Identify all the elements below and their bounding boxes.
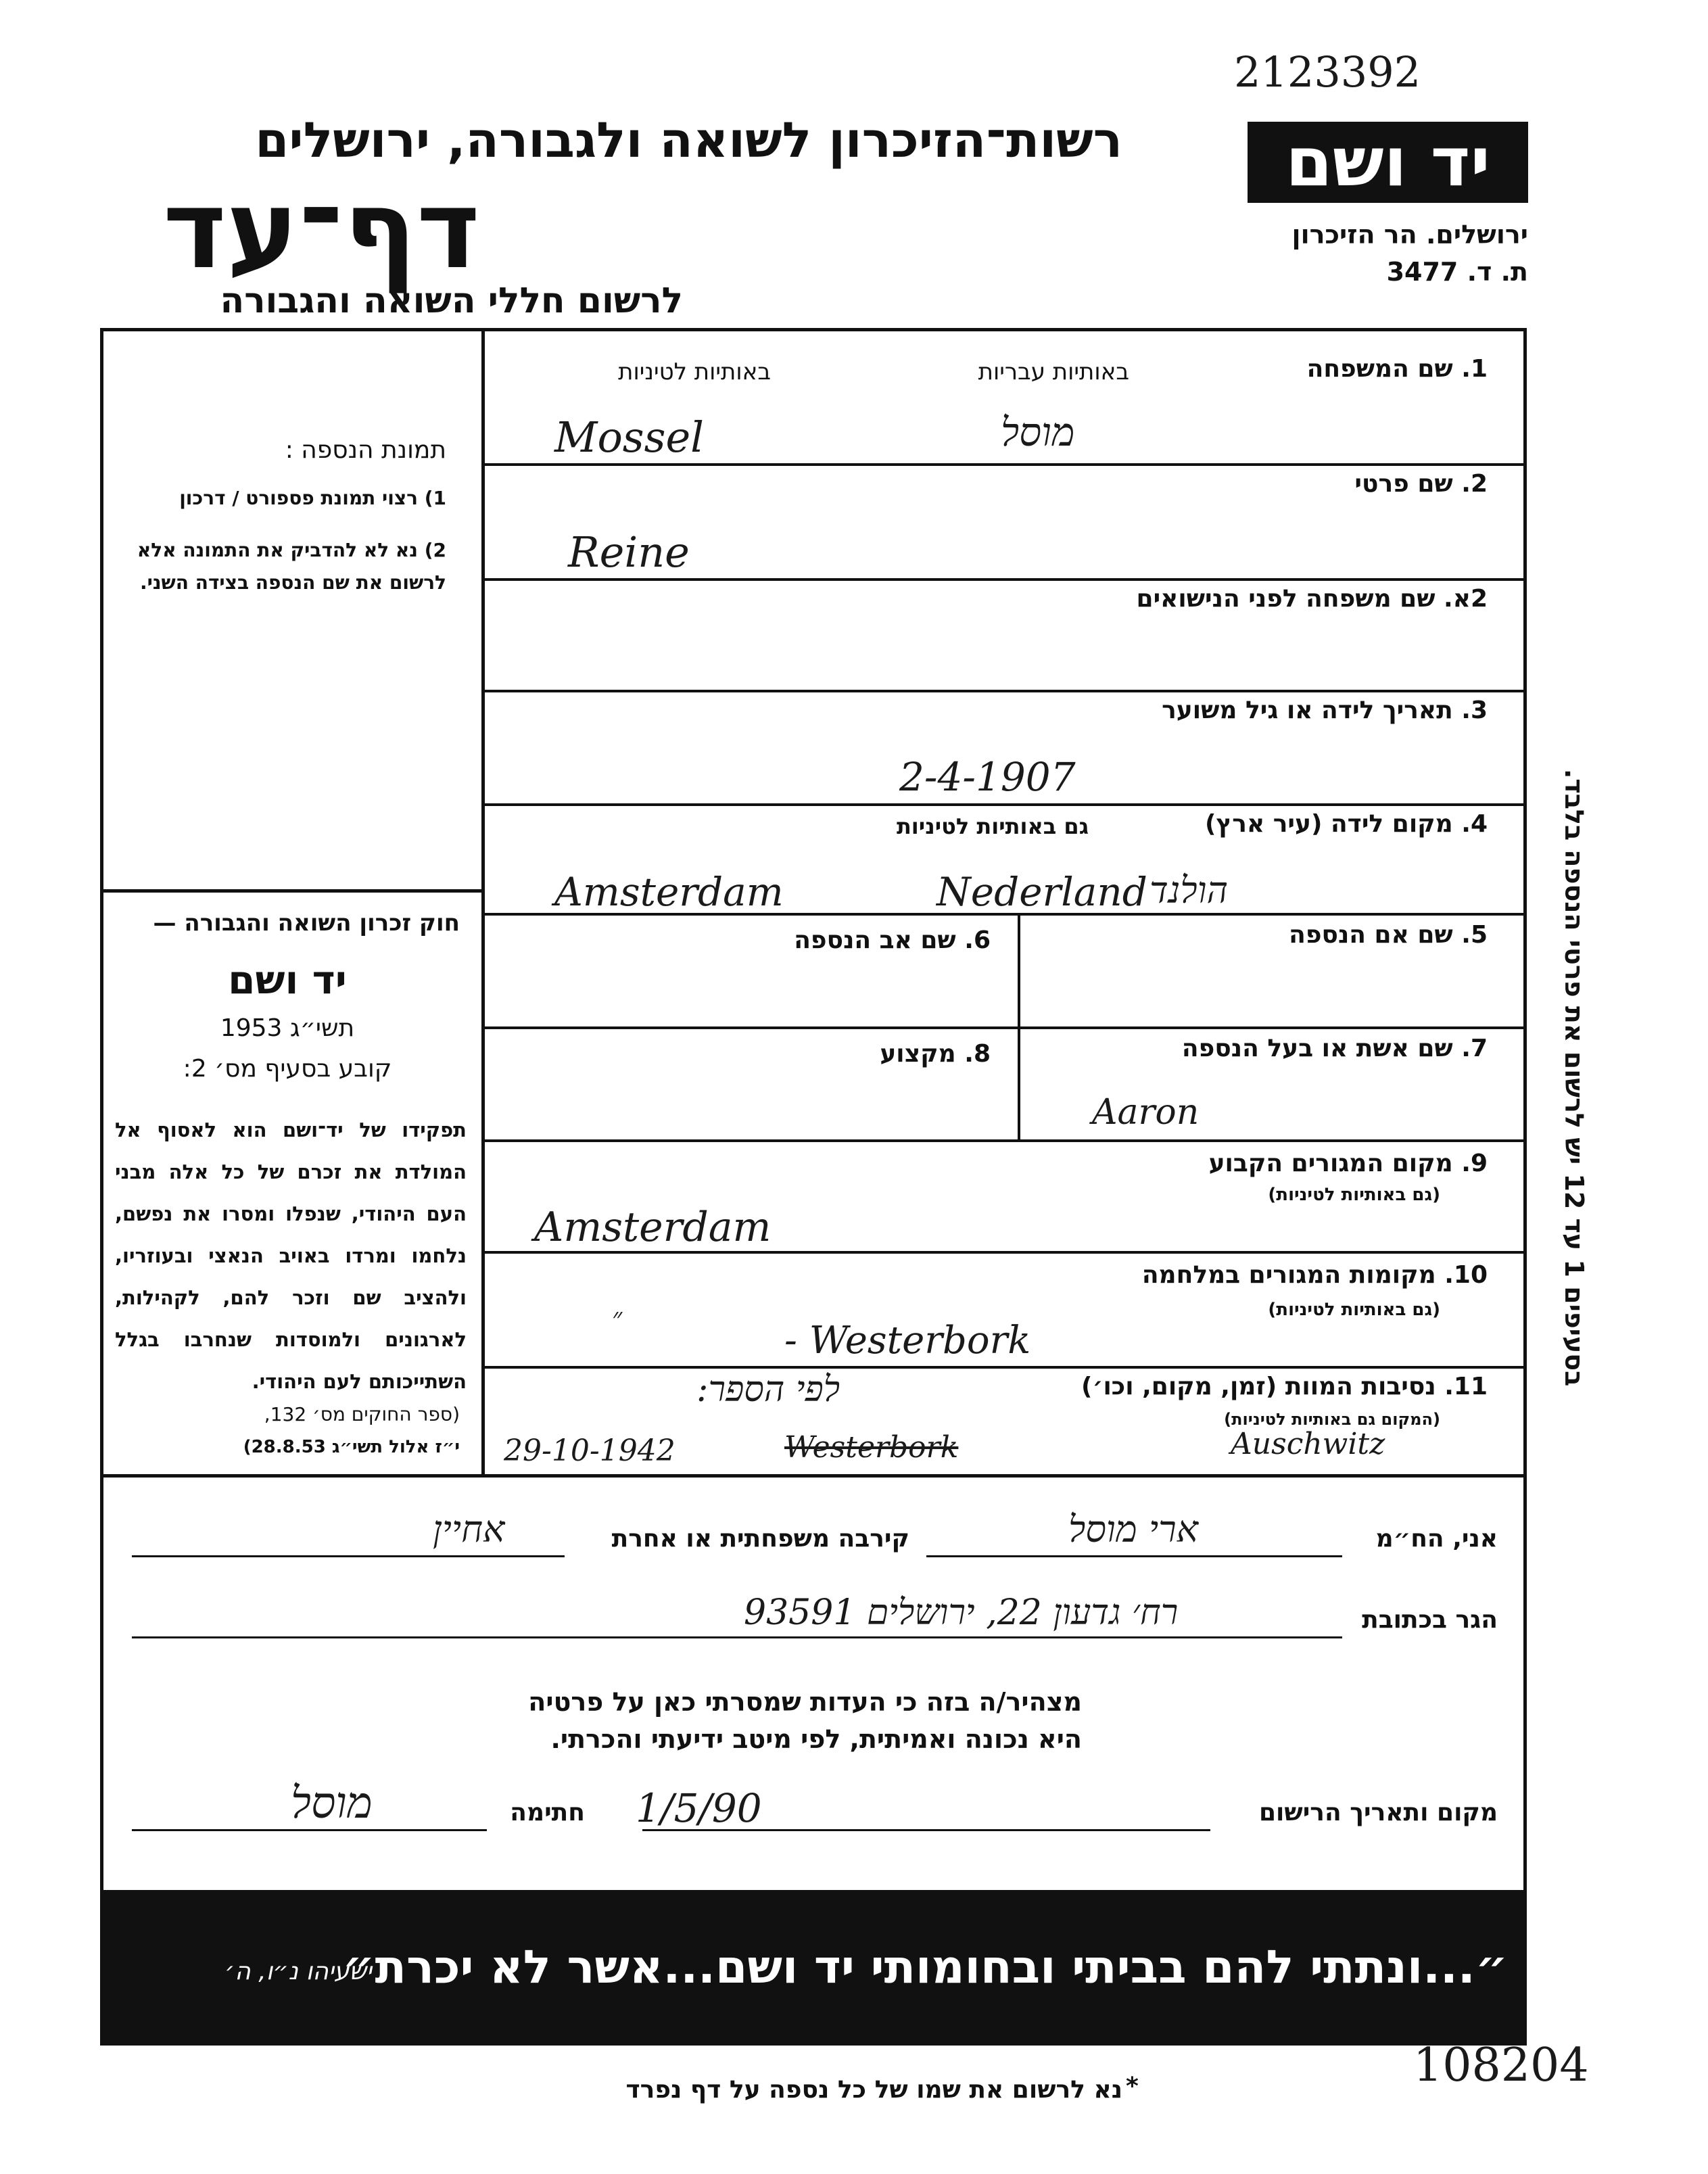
witness-name-line — [926, 1555, 1342, 1557]
field-8-label: 8. מקצוע — [880, 1040, 991, 1068]
split-line — [1018, 913, 1020, 1139]
field-4-label: 4. מקום לידה (עיר ארץ) — [1205, 810, 1488, 838]
row-line — [481, 1139, 1527, 1142]
row-line — [481, 690, 1527, 692]
signature-label: חתימה — [510, 1799, 585, 1826]
signature-line — [132, 1829, 487, 1831]
field-10-label: 10. מקומות המגורים במלחמה — [1141, 1261, 1488, 1289]
law-box-ref2: י״ז אלול תשי״ג 28.8.53) — [243, 1437, 460, 1457]
field-5-label: 5. שם אם הנספה — [1289, 921, 1488, 949]
footer-asterisk: * — [1126, 2073, 1139, 2100]
side-instruction: בסעיפים 1 עד 12 יש לרשום את פרטי הנספה בלבד. — [1559, 768, 1589, 1386]
page-subtitle: לרשום חללי השואה והגבורה — [220, 281, 683, 321]
law-box-line3: תשי״ג 1953 — [220, 1014, 355, 1042]
logo-address-1: ירושלים. הר הזיכרון — [1291, 220, 1528, 250]
field-1-latin-value[interactable]: Mossel — [554, 412, 704, 462]
field-1-label: 1. שם המשפחה — [1306, 355, 1488, 383]
field-2-value[interactable]: Reine — [568, 527, 690, 577]
witness-address-line — [132, 1636, 1342, 1638]
field-9-label: 9. מקום המגורים הקבוע — [1208, 1150, 1488, 1177]
witness-name-value[interactable]: ארי מוסל — [1068, 1508, 1199, 1551]
logo-address-2: ת. ד. 3477 — [1386, 257, 1528, 287]
field-6-label: 6. שם אב הנספה — [794, 926, 991, 954]
witness-address-label: הגר בכתובת — [1362, 1606, 1498, 1634]
row-line — [481, 1251, 1527, 1254]
photo-law-divider — [100, 889, 483, 893]
section-line — [100, 1474, 1527, 1478]
left-column-divider — [481, 328, 485, 1478]
witness-relation-label: קירבה משפחתית או אחרת — [611, 1525, 909, 1553]
photo-box-item-2: 2) נא לא להדביק את התמונה אלא לרשום את שם הנספה בצידה השני. — [137, 539, 446, 594]
field-2-label: 2. שם פרטי — [1354, 470, 1488, 498]
law-box-line4: קובע בסעיף מס׳ 2: — [183, 1055, 392, 1083]
row-line — [481, 803, 1527, 806]
row-line — [481, 463, 1527, 466]
photo-box-title: תמונת הנספה : — [285, 436, 446, 464]
field-10-sub: (גם באותיות לטיניות) — [1268, 1300, 1440, 1320]
field-7-label: 7. שם אשת או בעל הנספה — [1181, 1035, 1488, 1062]
field-3-value[interactable]: 2-4-1907 — [899, 754, 1076, 800]
law-box-line1: חוק זכרון השואה והגבורה — — [153, 909, 460, 937]
row-line — [481, 578, 1527, 581]
field-9-sub: (גם באותיות לטיניות) — [1268, 1185, 1440, 1205]
field-3-label: 3. תאריך לידה או גיל משוער — [1162, 696, 1488, 724]
law-box-body: תפקידו של יד־ושם הוא לאסוף אל המולדת את זכרם של כל אלה מבני העם היהודי, שנפלו ומסרו את נפשם, נלחמו ומרדו באויב הנאצי ובעוזריו, ולהציב שם וזכר להם, לקהילות, לארגונים ולמוסדות שנחרבו בגלל השתייכותם לעם היהודי. — [115, 1118, 467, 1393]
witness-i-label: אני, הח״מ — [1375, 1525, 1498, 1553]
field-11-struck-place[interactable]: Westerbork — [784, 1430, 959, 1465]
row-line — [481, 1026, 1527, 1029]
banner-quote: ״...ונתתי להם בביתי ובחומותי יד ושם...אשר לא יכרת״ — [342, 1941, 1508, 1994]
place-date-label: מקום ותאריך הרישום — [1258, 1799, 1498, 1826]
field-9-value[interactable]: Amsterdam — [534, 1204, 772, 1251]
field-1-hebrew-value[interactable]: מוסל — [1001, 409, 1075, 455]
law-box-line2: יד ושם — [228, 957, 347, 1003]
footer-note: נא לרשום את שמו של כל נספה על דף נפרד — [625, 2076, 1122, 2104]
field-10-value[interactable]: - Westerbork — [784, 1319, 1031, 1363]
field-4-city[interactable]: Amsterdam — [554, 869, 784, 915]
field-11-place[interactable]: Auschwitz — [1231, 1427, 1385, 1461]
field-4-hebrew-value[interactable]: הולנד — [1149, 869, 1229, 912]
witness-relation-line — [132, 1555, 565, 1557]
signature-value[interactable]: מוסל — [291, 1778, 373, 1828]
field-2a-label: 2א. שם משפחה לפני הנישואים — [1136, 585, 1488, 613]
page-title: דף־עד — [162, 166, 480, 293]
field-1-latin-header: באותיות לטיניות — [618, 358, 771, 385]
row-line — [481, 1366, 1527, 1369]
place-date-value[interactable]: 1/5/90 — [636, 1785, 762, 1831]
banner-source: ישעיהו נ״ו, ה׳ — [224, 1958, 372, 1985]
yad-vashem-logo: יד ושם — [1248, 122, 1528, 203]
field-10-mark: ״ — [612, 1302, 623, 1333]
field-11-sub: (המקום גם באותיות לטיניות) — [1224, 1410, 1440, 1429]
field-4-sub: גם באותיות לטיניות — [896, 813, 1089, 839]
header-organization: רשות־הזיכרון לשואה ולגבורה, ירושלים — [255, 112, 1122, 168]
serial-number-top: 2123392 — [1234, 47, 1421, 97]
bottom-number: 108204 — [1413, 2039, 1589, 2092]
declaration-line-2: היא נכונה ואמיתית, לפי מיטב ידיעתי והכרתי. — [550, 1724, 1082, 1754]
field-4-country[interactable]: Nederland — [936, 869, 1147, 915]
witness-relation-value[interactable]: אחיין — [433, 1508, 505, 1551]
field-11-label: 11. נסיבות המוות (זמן, מקום, וכו׳) — [1081, 1373, 1488, 1400]
field-1-hebrew-header: באותיות עבריות — [978, 358, 1129, 385]
field-11-note[interactable]: לפי הספר: — [696, 1369, 840, 1410]
field-7-value[interactable]: Aaron — [1092, 1092, 1200, 1133]
photo-box-item-1: 1) רצוי תמונת פספורט / דרכון — [179, 487, 446, 509]
law-box-ref1: (ספר החוקים מס׳ 132, — [264, 1403, 460, 1425]
declaration-line-1: מצהיר/ה בזה כי העדות שמסרתי כאן על פרטיה — [528, 1687, 1082, 1717]
witness-address-value[interactable]: רח׳ גדעון 22, ירושלים 93591 — [744, 1592, 1179, 1633]
field-11-date[interactable]: 29-10-1942 — [504, 1434, 675, 1468]
